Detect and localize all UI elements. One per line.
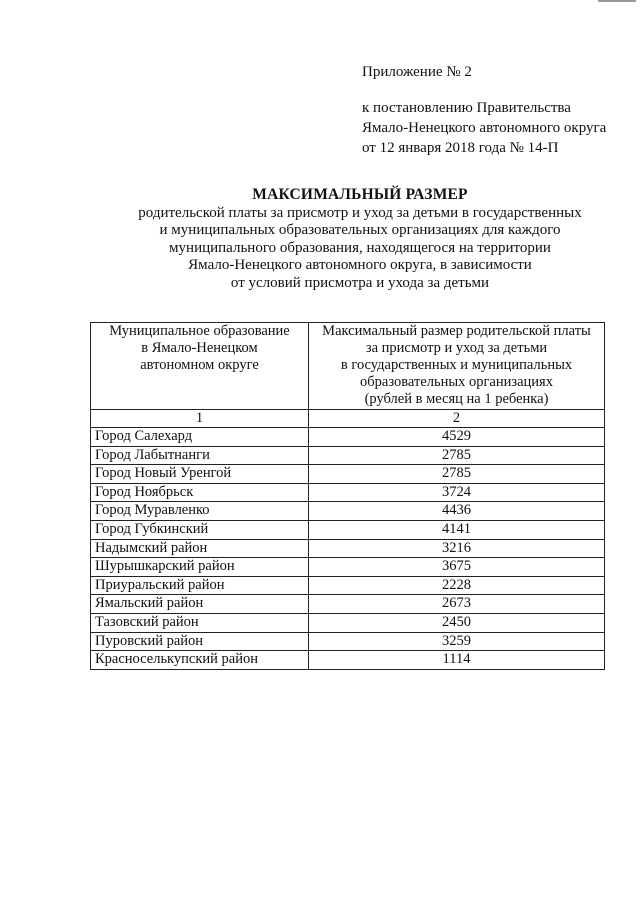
header-max-fee-line: в государственных и муниципальных <box>340 357 573 373</box>
table-row <box>91 502 605 521</box>
header-municipality-line: в Ямало-Ненецком <box>141 340 258 356</box>
municipality-name: Город Лабытнанги <box>91 446 309 465</box>
header-municipality <box>91 323 309 410</box>
municipality-name: Город Салехард <box>91 428 309 447</box>
table-row <box>91 483 605 502</box>
max-fee-value: 2450 <box>309 613 605 632</box>
appendix-line-1: к постановлению Правительства <box>362 100 571 116</box>
table-row <box>91 576 605 595</box>
table-row <box>91 520 605 539</box>
max-fee-value: 4436 <box>309 502 605 521</box>
max-fee-value: 4529 <box>309 428 605 447</box>
column-number-row <box>91 410 605 428</box>
municipality-name: Приуральский район <box>91 576 309 595</box>
municipality-name: Шурышкарский район <box>91 558 309 577</box>
municipality-name: Город Муравленко <box>91 502 309 521</box>
table-row <box>91 465 605 484</box>
header-max-fee-line: Максимальный размер родительской платы <box>322 323 591 339</box>
table-row <box>91 595 605 614</box>
municipality-name: Ямальский район <box>91 595 309 614</box>
municipality-name: Тазовский район <box>91 613 309 632</box>
table-row <box>91 446 605 465</box>
table-header-row <box>91 323 605 410</box>
max-fee-value: 2228 <box>309 576 605 595</box>
heading-line-5: от условий присмотра и ухода за детьми <box>230 274 490 291</box>
header-municipality-line: Муниципальное образование <box>109 323 290 339</box>
table-row <box>91 558 605 577</box>
appendix-title: Приложение № 2 <box>362 64 472 80</box>
municipality-name: Город Ноябрьск <box>91 483 309 502</box>
header-municipality-line: автономном округе <box>140 357 259 373</box>
max-fee-value: 4141 <box>309 520 605 539</box>
scan-edge-mark <box>598 0 636 2</box>
max-fee-value: 3216 <box>309 539 605 558</box>
appendix-block <box>362 62 606 158</box>
heading-line-4: Ямало-Ненецкого автономного округа, в зависимости <box>188 257 532 273</box>
max-fee-value: 3675 <box>309 558 605 577</box>
max-fee-value: 3724 <box>309 483 605 502</box>
table-row <box>91 428 605 447</box>
appendix-line-3: от 12 января 2018 года № 14-П <box>362 140 559 156</box>
column-number-2: 2 <box>309 410 605 428</box>
municipality-name: Надымский район <box>91 539 309 558</box>
max-fee-value: 1114 <box>309 651 605 670</box>
column-number-1: 1 <box>91 410 309 428</box>
table-row <box>91 651 605 670</box>
heading-line-2: и муниципальных образовательных организациях для каждого <box>159 222 561 238</box>
max-fee-value: 3259 <box>309 632 605 651</box>
table-row <box>91 632 605 651</box>
table-row <box>91 539 605 558</box>
header-max-fee-line: за присмотр и уход за детьми <box>365 340 548 356</box>
document-heading <box>80 186 640 292</box>
document-title: МАКСИМАЛЬНЫЙ РАЗМЕР <box>252 186 468 203</box>
header-max-fee-line: образовательных организациях <box>360 374 553 390</box>
header-max-fee-line: (рублей в месяц на 1 ребенка) <box>364 391 549 407</box>
appendix-line-2: Ямало-Ненецкого автономного округа <box>362 120 607 136</box>
municipality-name: Город Новый Уренгой <box>91 465 309 484</box>
municipality-name: Красноселькупский район <box>91 651 309 670</box>
max-fee-value: 2785 <box>309 465 605 484</box>
table-row <box>91 613 605 632</box>
municipality-name: Пуровский район <box>91 632 309 651</box>
header-max-fee <box>309 323 605 410</box>
table-body <box>91 428 605 670</box>
heading-line-3: муниципального образования, находящегося на территории <box>169 239 551 256</box>
heading-line-1: родительской платы за присмотр и уход за детьми в государственных <box>138 204 582 221</box>
max-fee-value: 2785 <box>309 446 605 465</box>
max-fee-value: 2673 <box>309 595 605 614</box>
fee-table <box>90 322 605 670</box>
municipality-name: Город Губкинский <box>91 520 309 539</box>
